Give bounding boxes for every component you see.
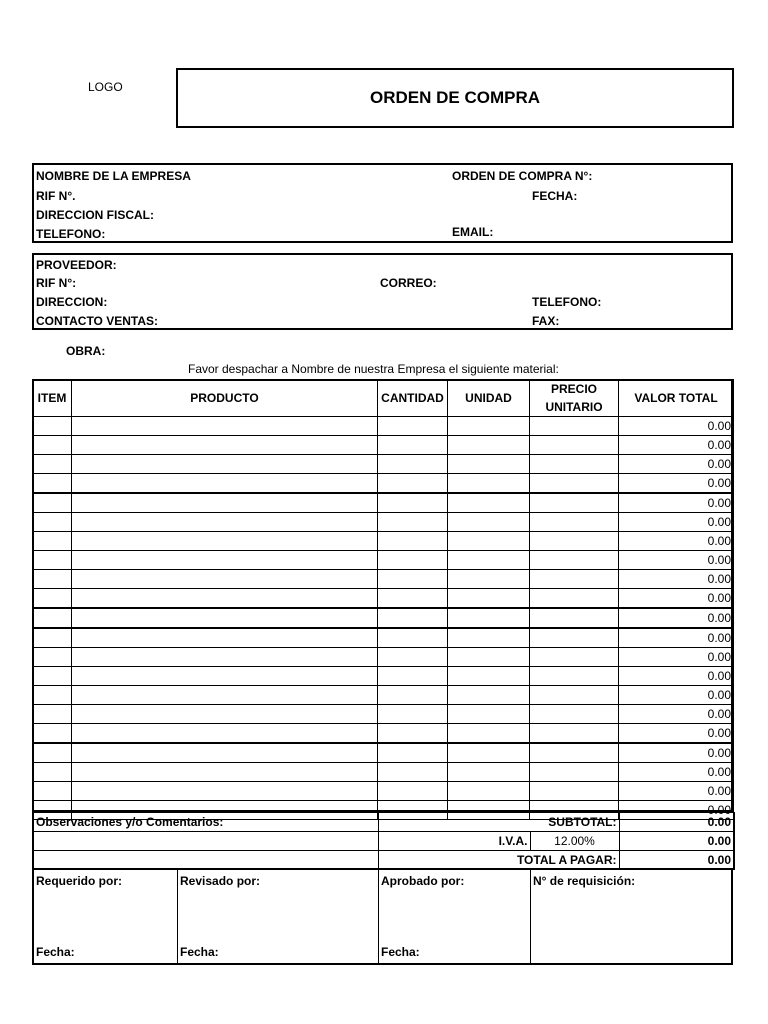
total-row xyxy=(33,851,734,870)
document-title xyxy=(176,68,734,128)
cantidad-cell[interactable] xyxy=(378,493,448,513)
precio-cell[interactable] xyxy=(530,417,619,436)
col-header-unidad: UNIDAD xyxy=(448,380,530,417)
valor-total-cell: 0.00 xyxy=(619,686,734,705)
iva-rate: 12.00% xyxy=(530,832,619,851)
empresa-fecha-label: FECHA: xyxy=(532,189,578,203)
item-cell[interactable] xyxy=(33,474,72,494)
unidad-cell[interactable] xyxy=(448,686,530,705)
table-row xyxy=(33,724,734,744)
valor-total-cell: 0.00 xyxy=(619,589,734,609)
cantidad-cell[interactable] xyxy=(378,667,448,686)
valor-total-cell: 0.00 xyxy=(619,743,734,763)
proveedor-correo-label: CORREO: xyxy=(380,276,437,290)
cantidad-cell[interactable] xyxy=(378,648,448,667)
valor-total-cell: 0.00 xyxy=(619,648,734,667)
precio-cell[interactable] xyxy=(530,724,619,744)
valor-total-cell: 0.00 xyxy=(619,474,734,494)
precio-cell[interactable] xyxy=(530,705,619,724)
item-cell[interactable] xyxy=(33,532,72,551)
item-cell[interactable] xyxy=(33,724,72,744)
valor-total-cell: 0.00 xyxy=(619,667,734,686)
items-table xyxy=(32,379,734,820)
empresa-rif-label: RIF N°. xyxy=(36,189,76,203)
valor-total-cell: 0.00 xyxy=(619,513,734,532)
precio-cell[interactable] xyxy=(530,436,619,455)
table-row xyxy=(33,532,734,551)
precio-cell[interactable] xyxy=(530,743,619,763)
totals-table xyxy=(32,812,735,870)
precio-cell[interactable] xyxy=(530,628,619,648)
producto-cell[interactable] xyxy=(72,493,378,513)
col-header-precio-unitario: PRECIO UNITARIO xyxy=(530,380,619,417)
col-header-item: ITEM xyxy=(33,380,72,417)
table-row xyxy=(33,705,734,724)
requisicion-label: N° de requisición: xyxy=(533,874,636,888)
table-row xyxy=(33,436,734,455)
valor-total-cell: 0.00 xyxy=(619,724,734,744)
unidad-cell[interactable] xyxy=(448,589,530,609)
logo-placeholder: LOGO xyxy=(88,80,123,94)
unidad-cell[interactable] xyxy=(448,648,530,667)
valor-total-cell: 0.00 xyxy=(619,705,734,724)
table-row xyxy=(33,589,734,609)
observaciones-space-2[interactable] xyxy=(33,851,378,870)
item-cell[interactable] xyxy=(33,589,72,609)
unidad-cell[interactable] xyxy=(448,628,530,648)
orden-numero-label: ORDEN DE COMPRA N°: xyxy=(452,169,593,183)
producto-cell[interactable] xyxy=(72,648,378,667)
table-row xyxy=(33,474,734,494)
precio-cell[interactable] xyxy=(530,493,619,513)
proveedor-direccion-label: DIRECCION: xyxy=(36,295,108,309)
valor-total-cell: 0.00 xyxy=(619,570,734,589)
table-row xyxy=(33,667,734,686)
precio-cell[interactable] xyxy=(530,532,619,551)
cantidad-cell[interactable] xyxy=(378,608,448,628)
unidad-cell[interactable] xyxy=(448,417,530,436)
title-text: ORDEN DE COMPRA xyxy=(369,88,540,107)
valor-total-cell: 0.00 xyxy=(619,455,734,474)
producto-cell[interactable] xyxy=(72,705,378,724)
producto-cell[interactable] xyxy=(72,743,378,763)
producto-cell[interactable] xyxy=(72,532,378,551)
precio-cell[interactable] xyxy=(530,570,619,589)
requerido-cell[interactable] xyxy=(34,870,178,963)
unidad-cell[interactable] xyxy=(448,743,530,763)
unidad-cell[interactable] xyxy=(448,532,530,551)
proveedor-fax-label: FAX: xyxy=(532,314,560,328)
item-cell[interactable] xyxy=(33,705,72,724)
table-row xyxy=(33,628,734,648)
producto-cell[interactable] xyxy=(72,436,378,455)
valor-total-cell: 0.00 xyxy=(619,628,734,648)
iva-row xyxy=(33,832,734,851)
subtotal-value: 0.00 xyxy=(619,813,734,832)
requerido-label: Requerido por: xyxy=(36,874,122,888)
precio-cell[interactable] xyxy=(530,763,619,782)
instruction-text: Favor despachar a Nombre de nuestra Empresa el siguiente material: xyxy=(188,362,559,376)
item-cell[interactable] xyxy=(33,436,72,455)
item-cell[interactable] xyxy=(33,493,72,513)
producto-cell[interactable] xyxy=(72,608,378,628)
unidad-cell[interactable] xyxy=(448,513,530,532)
cantidad-cell[interactable] xyxy=(378,705,448,724)
item-cell[interactable] xyxy=(33,763,72,782)
precio-cell[interactable] xyxy=(530,589,619,609)
precio-cell[interactable] xyxy=(530,667,619,686)
subtotal-label: SUBTOTAL: xyxy=(378,813,619,832)
cantidad-cell[interactable] xyxy=(378,686,448,705)
empresa-nombre-label: NOMBRE DE LA EMPRESA xyxy=(36,169,191,183)
table-row xyxy=(33,455,734,474)
producto-cell[interactable] xyxy=(72,513,378,532)
precio-cell[interactable] xyxy=(530,648,619,667)
producto-cell[interactable] xyxy=(72,551,378,570)
total-value: 0.00 xyxy=(619,851,734,870)
cantidad-cell[interactable] xyxy=(378,532,448,551)
cantidad-cell[interactable] xyxy=(378,570,448,589)
proveedor-label: PROVEEDOR: xyxy=(36,258,117,272)
valor-total-cell: 0.00 xyxy=(619,532,734,551)
unidad-cell[interactable] xyxy=(448,782,530,801)
col-header-cantidad: CANTIDAD xyxy=(378,380,448,417)
item-cell[interactable] xyxy=(33,570,72,589)
observaciones-space[interactable] xyxy=(33,832,378,851)
item-cell[interactable] xyxy=(33,743,72,763)
valor-total-cell: 0.00 xyxy=(619,608,734,628)
producto-cell[interactable] xyxy=(72,628,378,648)
revisado-cell[interactable] xyxy=(178,870,379,963)
obra-label: OBRA: xyxy=(66,344,106,358)
table-row xyxy=(33,570,734,589)
cantidad-cell[interactable] xyxy=(378,782,448,801)
table-row xyxy=(33,493,734,513)
precio-cell[interactable] xyxy=(530,513,619,532)
producto-cell[interactable] xyxy=(72,474,378,494)
producto-cell[interactable] xyxy=(72,455,378,474)
valor-total-cell: 0.00 xyxy=(619,493,734,513)
requerido-fecha-label: Fecha: xyxy=(36,945,75,959)
table-row xyxy=(33,417,734,436)
valor-total-cell: 0.00 xyxy=(619,801,734,820)
proveedor-telefono-label: TELEFONO: xyxy=(532,295,602,309)
empresa-telefono-label: TELEFONO: xyxy=(36,227,106,241)
subtotal-row xyxy=(33,813,734,832)
precio-cell[interactable] xyxy=(530,455,619,474)
producto-cell[interactable] xyxy=(72,763,378,782)
total-label: TOTAL A PAGAR: xyxy=(378,851,619,870)
cantidad-cell[interactable] xyxy=(378,513,448,532)
valor-total-cell: 0.00 xyxy=(619,417,734,436)
col-header-producto: PRODUCTO xyxy=(72,380,378,417)
item-cell[interactable] xyxy=(33,417,72,436)
item-cell[interactable] xyxy=(33,551,72,570)
col-header-valor-total: VALOR TOTAL xyxy=(619,380,734,417)
proveedor-rif-label: RIF N°: xyxy=(36,276,77,290)
unidad-cell[interactable] xyxy=(448,705,530,724)
valor-total-cell: 0.00 xyxy=(619,436,734,455)
item-cell[interactable] xyxy=(33,455,72,474)
precio-cell[interactable] xyxy=(530,551,619,570)
unidad-cell[interactable] xyxy=(448,724,530,744)
unidad-cell[interactable] xyxy=(448,608,530,628)
iva-value: 0.00 xyxy=(619,832,734,851)
cantidad-cell[interactable] xyxy=(378,474,448,494)
signatures-block xyxy=(32,868,733,965)
cantidad-cell[interactable] xyxy=(378,628,448,648)
proveedor-contacto-label: CONTACTO VENTAS: xyxy=(36,314,158,328)
empresa-direccion-label: DIRECCION FISCAL: xyxy=(36,208,154,222)
unidad-cell[interactable] xyxy=(448,474,530,494)
producto-cell[interactable] xyxy=(72,724,378,744)
revisado-label: Revisado por: xyxy=(180,874,261,888)
unidad-cell[interactable] xyxy=(448,667,530,686)
empresa-email-label: EMAIL: xyxy=(452,225,494,239)
item-cell[interactable] xyxy=(33,513,72,532)
precio-cell[interactable] xyxy=(530,474,619,494)
producto-cell[interactable] xyxy=(72,570,378,589)
item-cell[interactable] xyxy=(33,608,72,628)
unidad-cell[interactable] xyxy=(448,570,530,589)
observaciones-label: Observaciones y/o Comentarios: xyxy=(33,813,378,832)
requisicion-cell[interactable] xyxy=(531,870,731,963)
table-row xyxy=(33,648,734,667)
iva-label: I.V.A. xyxy=(378,832,530,851)
aprobado-label: Aprobado por: xyxy=(381,874,465,888)
table-header-row xyxy=(33,380,734,417)
item-cell[interactable] xyxy=(33,782,72,801)
aprobado-cell[interactable] xyxy=(379,870,531,963)
empresa-block xyxy=(32,163,733,243)
unidad-cell[interactable] xyxy=(448,493,530,513)
cantidad-cell[interactable] xyxy=(378,589,448,609)
table-row xyxy=(33,763,734,782)
producto-cell[interactable] xyxy=(72,589,378,609)
table-row xyxy=(33,686,734,705)
table-row xyxy=(33,608,734,628)
item-cell[interactable] xyxy=(33,686,72,705)
unidad-cell[interactable] xyxy=(448,436,530,455)
valor-total-cell: 0.00 xyxy=(619,551,734,570)
table-row xyxy=(33,551,734,570)
producto-cell[interactable] xyxy=(72,667,378,686)
revisado-fecha-label: Fecha: xyxy=(180,945,219,959)
cantidad-cell[interactable] xyxy=(378,455,448,474)
aprobado-fecha-label: Fecha: xyxy=(381,945,420,959)
cantidad-cell[interactable] xyxy=(378,743,448,763)
precio-cell[interactable] xyxy=(530,608,619,628)
producto-cell[interactable] xyxy=(72,417,378,436)
item-cell[interactable] xyxy=(33,628,72,648)
producto-cell[interactable] xyxy=(72,686,378,705)
producto-cell[interactable] xyxy=(72,782,378,801)
cantidad-cell[interactable] xyxy=(378,763,448,782)
cantidad-cell[interactable] xyxy=(378,551,448,570)
precio-cell[interactable] xyxy=(530,782,619,801)
proveedor-block xyxy=(32,253,733,330)
item-cell[interactable] xyxy=(33,667,72,686)
unidad-cell[interactable] xyxy=(448,763,530,782)
valor-total-cell: 0.00 xyxy=(619,763,734,782)
valor-total-cell: 0.00 xyxy=(619,782,734,801)
unidad-cell[interactable] xyxy=(448,551,530,570)
item-cell[interactable] xyxy=(33,648,72,667)
table-row xyxy=(33,782,734,801)
cantidad-cell[interactable] xyxy=(378,724,448,744)
precio-cell[interactable] xyxy=(530,686,619,705)
cantidad-cell[interactable] xyxy=(378,436,448,455)
table-row xyxy=(33,513,734,532)
table-row xyxy=(33,743,734,763)
unidad-cell[interactable] xyxy=(448,455,530,474)
cantidad-cell[interactable] xyxy=(378,417,448,436)
